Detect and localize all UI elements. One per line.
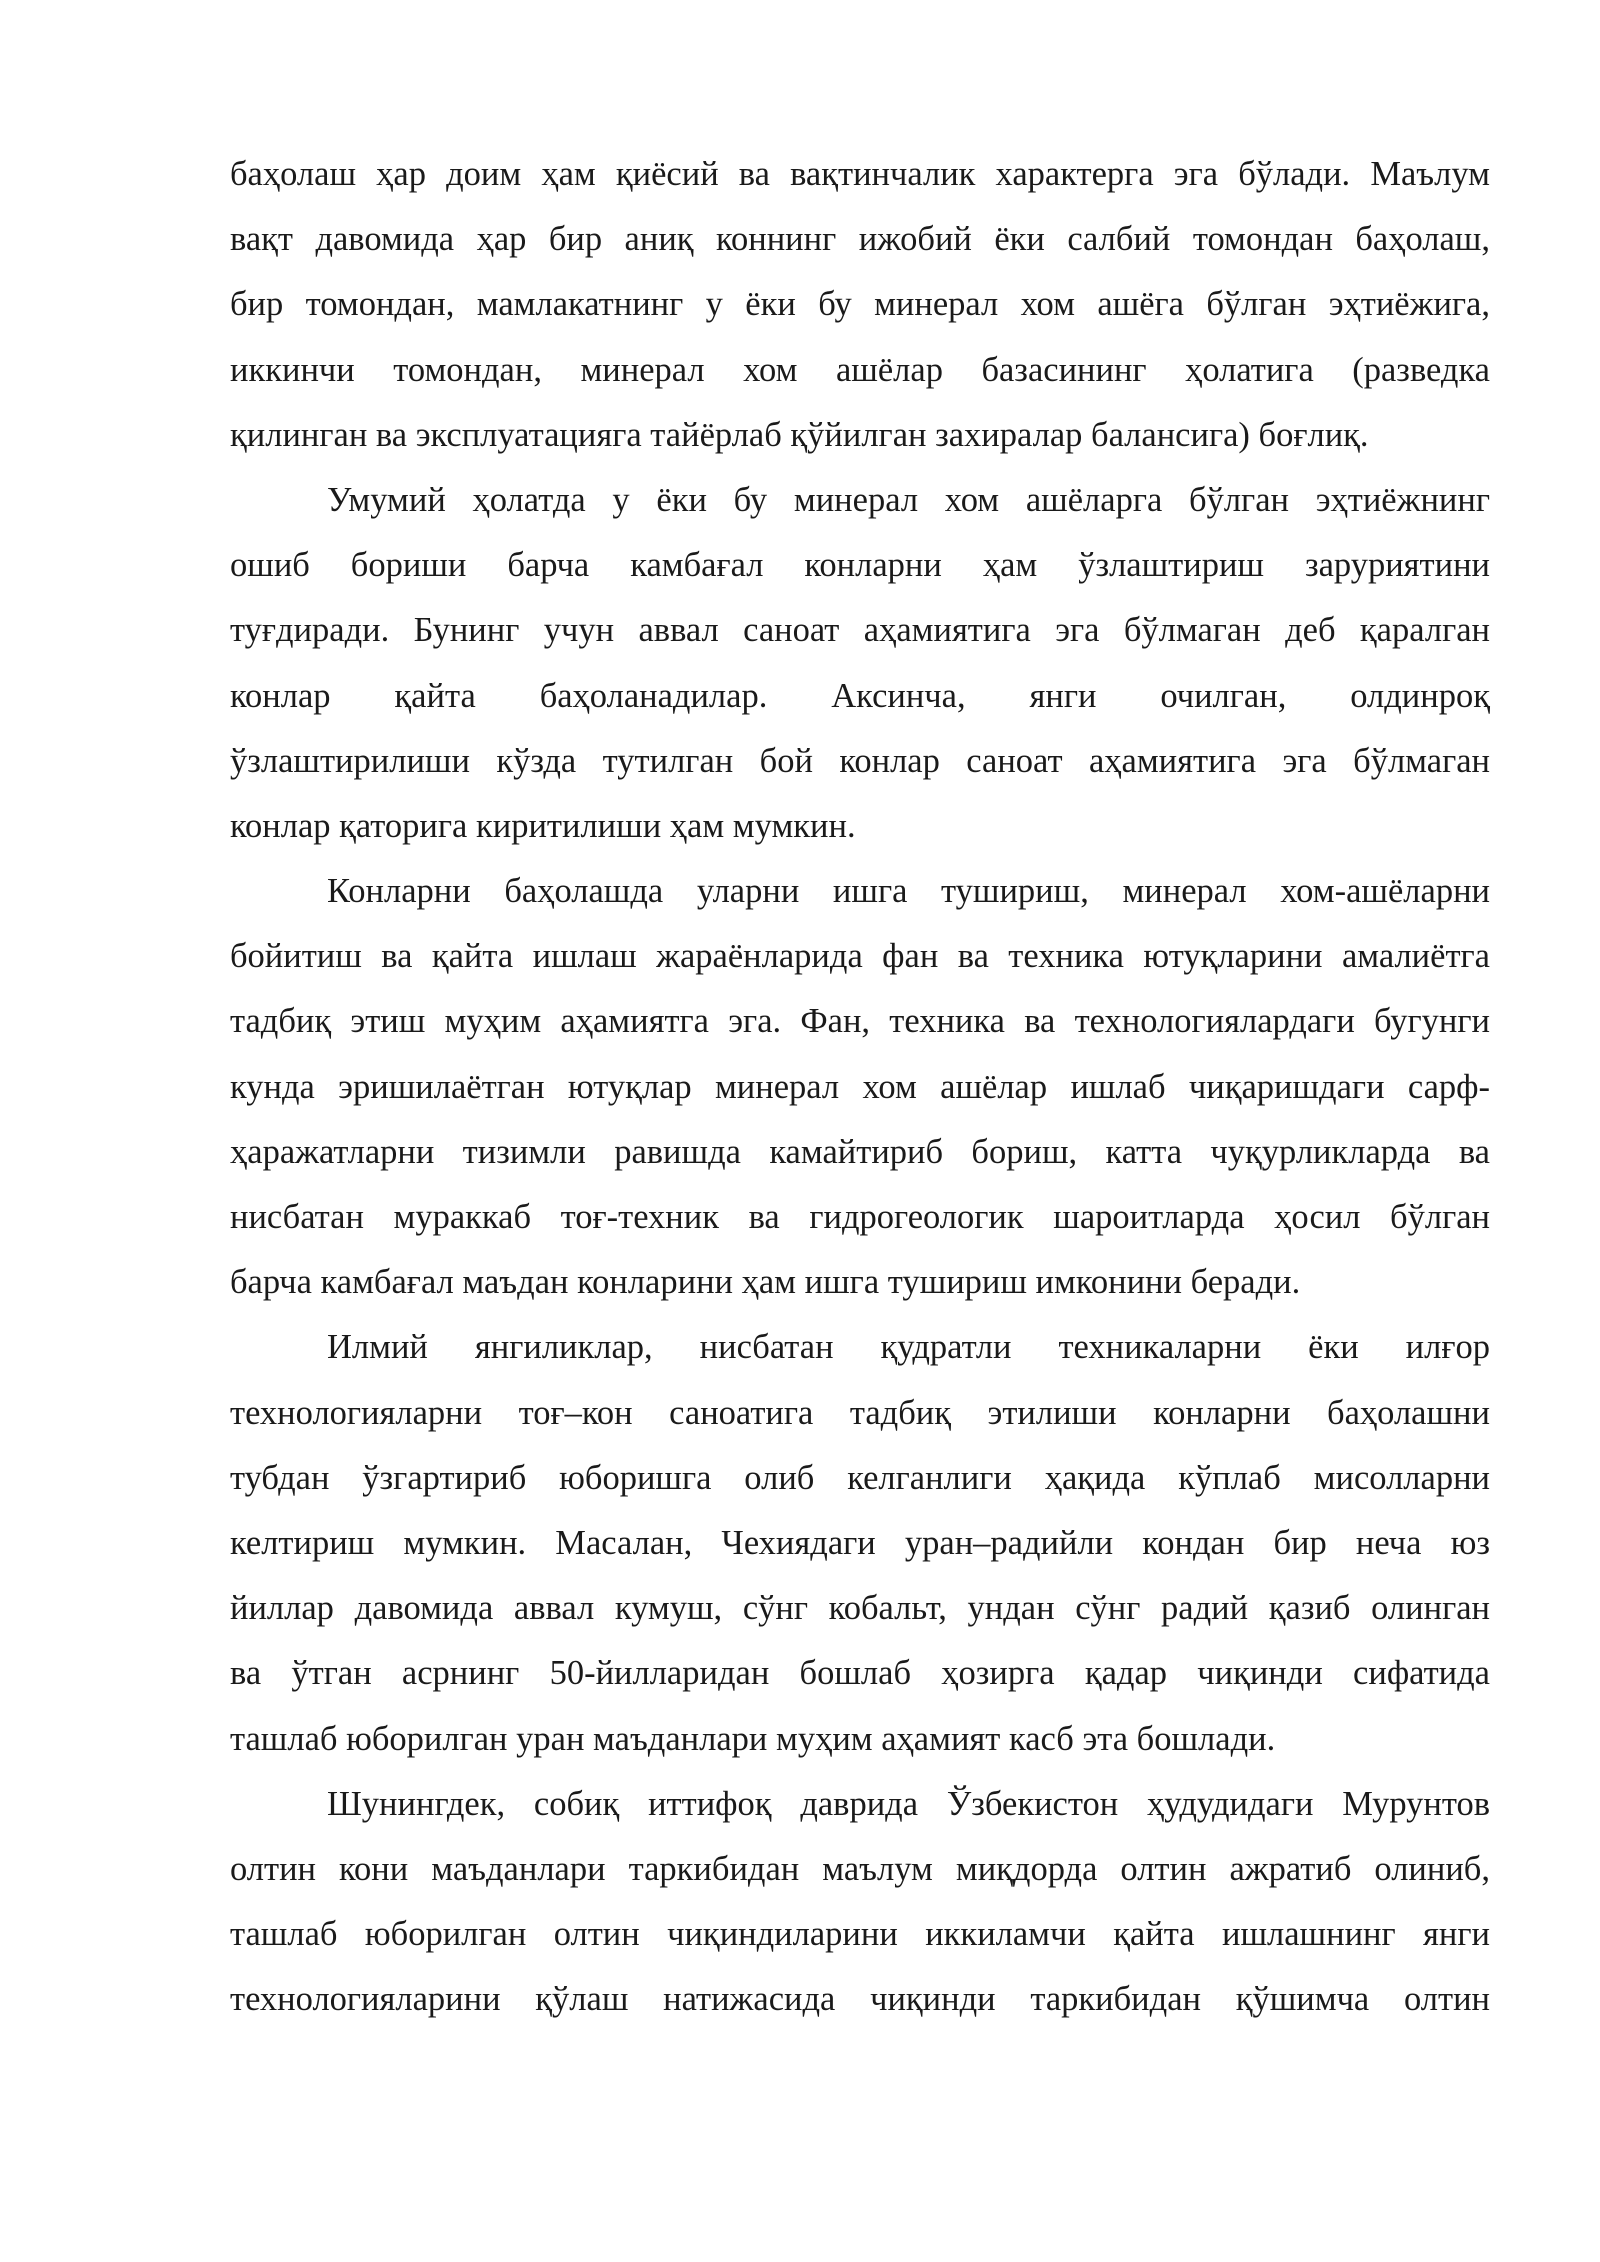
- text-line: ошиб бориши барча камбағал конларни ҳам ўзлаштириш заруриятини: [230, 546, 1490, 585]
- text-line: иккинчи томондан, минерал хом ашёлар базасининг ҳолатига (разведка: [230, 350, 1490, 389]
- text-line: олтин кони маъданлари таркибидан маълум миқдорда олтин ажратиб олиниб,: [230, 1849, 1490, 1888]
- text-line: бир томондан, мамлакатнинг у ёки бу минерал хом ашёга бўлган эҳтиёжига,: [230, 285, 1490, 324]
- text-line: вақт давомида ҳар бир аниқ коннинг ижобий ёки салбий томондан баҳолаш,: [230, 220, 1490, 259]
- paragraph-first-line: Илмий янгиликлар, нисбатан қудратли техникаларни ёки илғор: [327, 1328, 1490, 1367]
- text-line: тубдан ўзгартириб юборишга олиб келганлиги ҳақида кўплаб мисолларни: [230, 1458, 1490, 1497]
- text-line: ва ўтган асрнинг 50-йилларидан бошлаб ҳозирга қадар чиқинди сифатида: [230, 1654, 1490, 1693]
- document-body-text: [230, 142, 1490, 2032]
- text-line: ҳаражатларни тизимли равишда камайтириб бориш, катта чуқурликларда ва: [230, 1132, 1490, 1171]
- text-line: нисбатан мураккаб тоғ-техник ва гидрогеологик шароитларда ҳосил бўлган: [230, 1198, 1490, 1236]
- paragraph-first-line: Шунингдек, собиқ иттифоқ даврида Ўзбекистон ҳудудидаги Мурунтов: [327, 1784, 1490, 1823]
- text-line: конлар қайта баҳоланадилар. Аксинча, янги очилган, олдинроқ: [230, 676, 1490, 715]
- paragraph-first-line: Умумий ҳолатда у ёки бу минерал хом ашёларга бўлган эҳтиёжнинг: [327, 480, 1490, 519]
- text-line: кунда эришилаётган ютуқлар минерал хом ашёлар ишлаб чиқаришдаги сарф-: [230, 1067, 1490, 1106]
- text-line: келтириш мумкин. Масалан, Чехиядаги уран–радийли кондан бир неча юз: [230, 1523, 1490, 1562]
- text-line: конлар қаторига киритилиши ҳам мумкин.: [230, 806, 856, 845]
- text-line: туғдиради. Бунинг учун аввал саноат аҳамиятига эга бўлмаган деб қаралган: [230, 611, 1490, 650]
- text-line: йиллар давомида аввал кумуш, сўнг кобальт, ундан сўнг радий қазиб олинган: [230, 1589, 1490, 1628]
- text-line: баҳолаш ҳар доим ҳам қиёсий ва вақтинчалик характерга эга бўлади. Маълум: [230, 155, 1490, 193]
- text-line: бойитиш ва қайта ишлаш жараёнларида фан ва техника ютуқларини амалиётга: [230, 937, 1490, 976]
- text-line: технологияларни тоғ–кон саноатига тадбиқ этилиши конларни баҳолашни: [230, 1393, 1490, 1432]
- text-line: технологияларини қўлаш натижасида чиқинди таркибидан қўшимча олтин: [230, 1980, 1490, 2019]
- paragraph-first-line: Конларни баҳолашда уларни ишга тушириш, минерал хом-ашёларни: [327, 872, 1490, 911]
- text-line: ўзлаштирилиши кўзда тутилган бой конлар саноат аҳамиятига эга бўлмаган: [230, 741, 1490, 780]
- text-line: тадбиқ этиш муҳим аҳамиятга эга. Фан, техника ва технологиялардаги бугунги: [230, 1002, 1490, 1041]
- text-line: ташлаб юборилган олтин чиқиндиларини иккиламчи қайта ишлашнинг янги: [230, 1915, 1490, 1954]
- text-line: барча камбағал маъдан конларини ҳам ишга тушириш имконини беради.: [230, 1263, 1301, 1302]
- text-line: ташлаб юборилган уран маъданлари муҳим аҳамият касб эта бошлади.: [230, 1719, 1276, 1758]
- text-line: қилинган ва эксплуатацияга тайёрлаб қўйилган захиралар балансига) боғлиқ.: [230, 415, 1369, 454]
